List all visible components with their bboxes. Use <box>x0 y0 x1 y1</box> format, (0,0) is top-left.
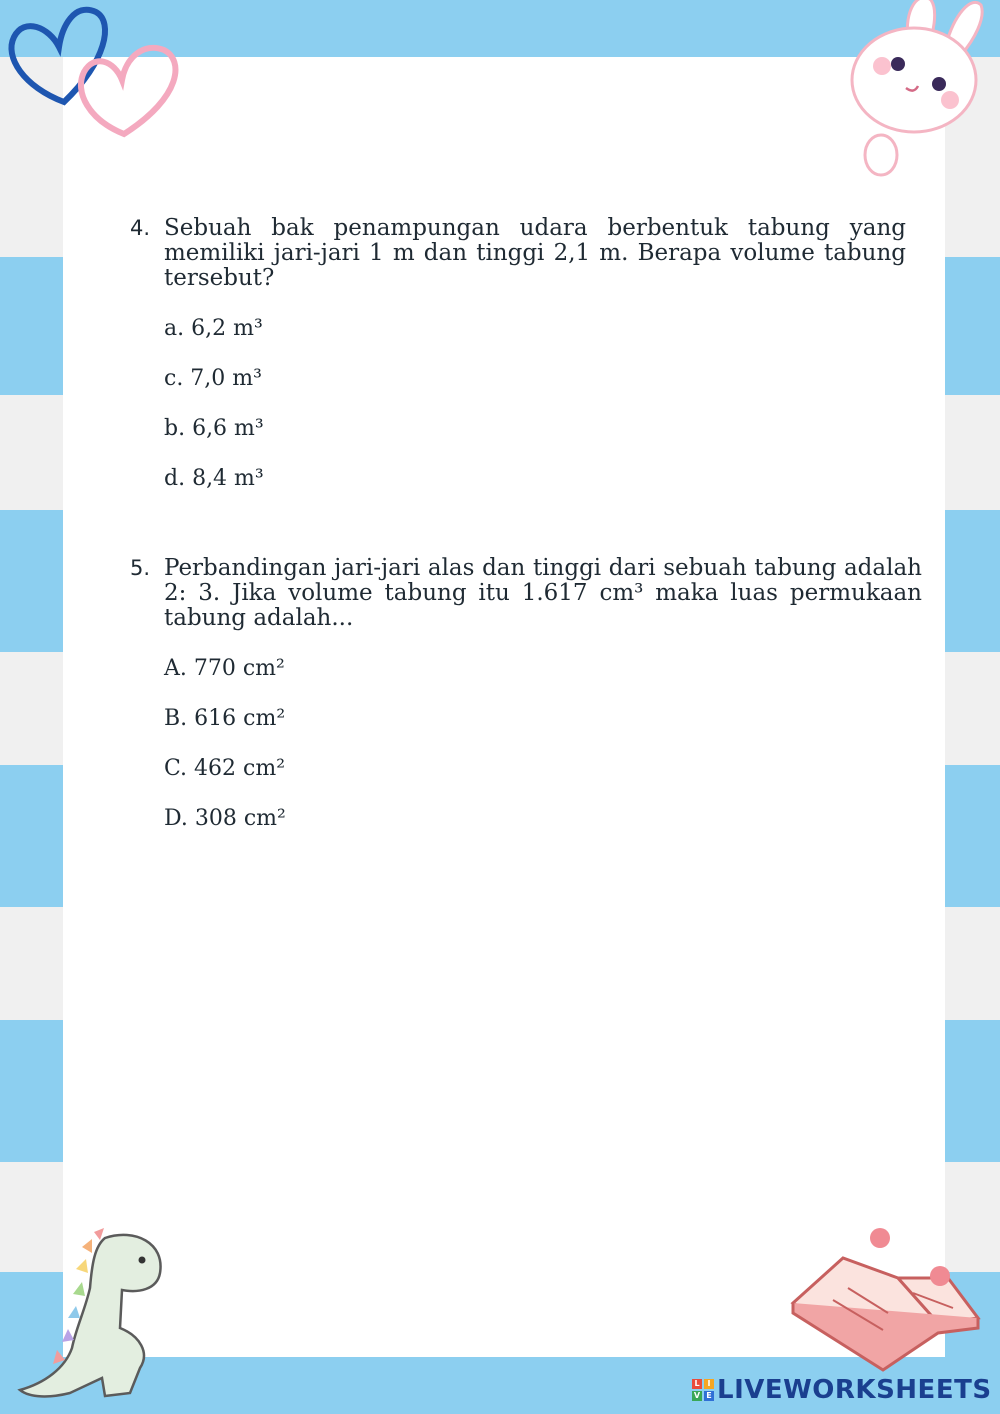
brand-name: LIVEWORKSHEETS <box>717 1375 992 1405</box>
question-number: 4. <box>130 216 151 240</box>
option-c[interactable]: c. 7,0 m³ <box>164 366 262 391</box>
hearts-icon <box>4 2 189 142</box>
question-number: 5. <box>130 556 151 580</box>
liveworksheets-logo[interactable] <box>692 1373 992 1407</box>
question-text: Perbandingan jari-jari alas dan tinggi dari sebuah tabung adalah 2: 3. Jika volume tabung itu 1.617 cm³ maka luas permukaan tabung adalah... <box>164 555 922 631</box>
option-b[interactable]: B. 616 cm² <box>164 706 286 731</box>
option-c[interactable]: C. 462 cm² <box>164 756 286 781</box>
question-text: Sebuah bak penampungan udara berbentuk tabung yang memiliki jari-jari 1 m dan tinggi 2,1 m. Berapa volume tabung tersebut? <box>164 215 906 291</box>
book-icon <box>788 1218 988 1383</box>
bunny-icon <box>846 0 986 180</box>
dinosaur-icon <box>10 1218 170 1408</box>
option-a[interactable]: a. 6,2 m³ <box>164 316 263 341</box>
option-d[interactable]: D. 308 cm² <box>164 806 286 831</box>
option-b[interactable]: b. 6,6 m³ <box>164 416 264 441</box>
option-d[interactable]: d. 8,4 m³ <box>164 466 264 491</box>
brand-icon: L I V E <box>692 1379 714 1401</box>
option-a[interactable]: A. 770 cm² <box>164 656 285 681</box>
